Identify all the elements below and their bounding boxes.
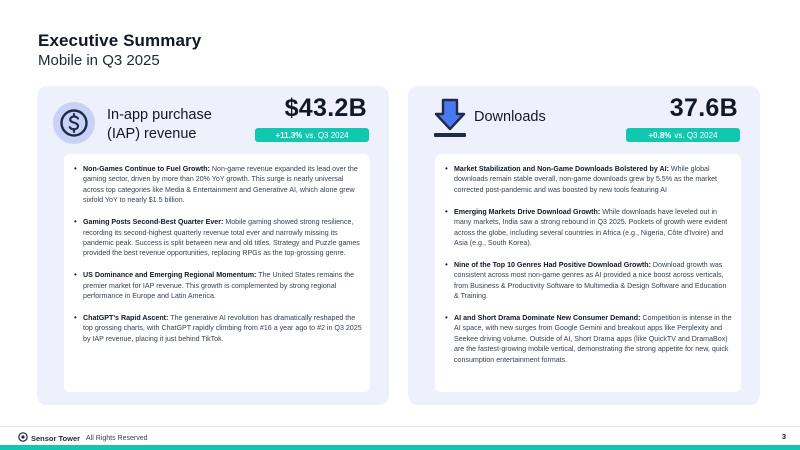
list-item: [74, 217, 362, 259]
list-item: [74, 164, 362, 206]
iap-change-compare: vs. Q3 2024: [305, 130, 349, 140]
download-icon: [430, 96, 470, 140]
downloads-change-percent: +0.8%: [648, 130, 672, 140]
list-item: [445, 164, 733, 195]
iap-change-percent: +11.3%: [275, 130, 303, 140]
footer-brand: Sensor Tower: [31, 433, 81, 443]
iap-summary-card: [64, 154, 370, 392]
page-title: Executive Summary: [38, 31, 202, 50]
bullet-heading: Nine of the Top 10 Genres Had Positive Download Growth:: [454, 260, 651, 269]
iap-metric-label: In-app purchase (IAP) revenue: [107, 107, 212, 142]
sensor-tower-logo-icon: [18, 432, 28, 444]
dollar-circle-icon: [53, 102, 95, 144]
bullet-text: Mobile gaming showed strong resilience, recording its second-highest quarterly revenue total ever and narrowly missing its pandemic peak. Success is split between new and old titles. Strategy and Puzzle games provided the best revenue opportunities, replacing RPGs as the top-grossing genre.: [83, 218, 360, 258]
downloads-change-badge: [626, 128, 740, 142]
footer-rights: All Rights Reserved: [86, 434, 148, 442]
bullet-text: The United States remains the premier market for IAP revenue. This growth is complemented by strong regional performance in Europe and Latin America.: [83, 271, 355, 301]
downloads-value: 37.6B: [669, 94, 738, 122]
iap-value: $43.2B: [284, 94, 367, 122]
bullet-heading: Gaming Posts Second-Best Quarter Ever:: [83, 218, 224, 227]
page-subtitle: Mobile in Q3 2025: [38, 52, 160, 69]
downloads-change-compare: vs. Q3 2024: [674, 130, 718, 140]
footer-accent-bar: [0, 445, 800, 450]
bullet-text: While global downloads remain stable overall, non-game downloads grew by 5.5% as the market corrected post-pandemic and was boosted by new tools featuring AI: [454, 165, 718, 194]
bullet-heading: Emerging Markets Drive Download Growth:: [454, 207, 601, 216]
bullet-heading: Market Stabilization and Non-Game Downloads Bolstered by AI:: [454, 165, 669, 173]
iap-panel: [37, 86, 389, 405]
page-number: 3: [781, 432, 786, 441]
footer: [18, 432, 148, 444]
list-item: [74, 270, 362, 301]
downloads-metric-label: Downloads: [474, 109, 546, 125]
downloads-summary-card: [435, 154, 741, 392]
downloads-bullet-list: [445, 164, 733, 365]
bullet-text: Download growth was consistent across most non-game genres as AI provided a nice boost across verticals, from Business & Productivity Software to Multimedia & Design Software and Education & Training.: [454, 260, 727, 301]
bullet-text: Competition is intense in the AI space, with new surges from Google Gemini and breakout apps like Perplexity and Seekee driving volume. Outside of AI, Short Drama apps (like QuickTV and DramaBox) are the fastest-growing mobile vertical, demonstrating the strong appetite for new, quick consumption entertainment formats.: [454, 313, 732, 364]
bullet-heading: US Dominance and Emerging Regional Momentum:: [83, 271, 257, 280]
iap-change-badge: [255, 128, 369, 142]
list-item: [74, 313, 362, 344]
downloads-panel: [408, 86, 760, 405]
bullet-text: The generative AI revolution has dramatically reshaped the top grossing charts, with ChatGPT rapidly climbing from #16 a year ago to #2 in Q3 2025 by IAP revenue, placing it just behind TikTok.: [83, 313, 362, 343]
bullet-text: While downloads have leveled out in many markets, India saw a strong rebound in Q3 2025. Pockets of growth were evident across the globe, including several countries in Africa (e.g., Nigeria, Côte d'Ivoire) and Asia (e.g., South Korea).: [454, 207, 728, 247]
bullet-heading: Non-Games Continue to Fuel Growth:: [83, 165, 210, 173]
footer-divider: [0, 426, 800, 427]
bullet-heading: AI and Short Drama Dominate New Consumer Demand:: [454, 313, 641, 322]
bullet-text: Non-game revenue expanded its lead over the gaming sector, driven by more than 20% YoY growth. This surge is nearly universal across top categories like Media & Entertainment and Generative AI, which alone grew sixfold YoY to nearly $1.5 billion.: [83, 165, 358, 205]
list-item: [445, 207, 733, 249]
bullet-heading: ChatGPT's Rapid Ascent:: [83, 313, 169, 322]
list-item: [445, 260, 733, 302]
list-item: [445, 313, 733, 365]
iap-bullet-list: [74, 164, 362, 344]
